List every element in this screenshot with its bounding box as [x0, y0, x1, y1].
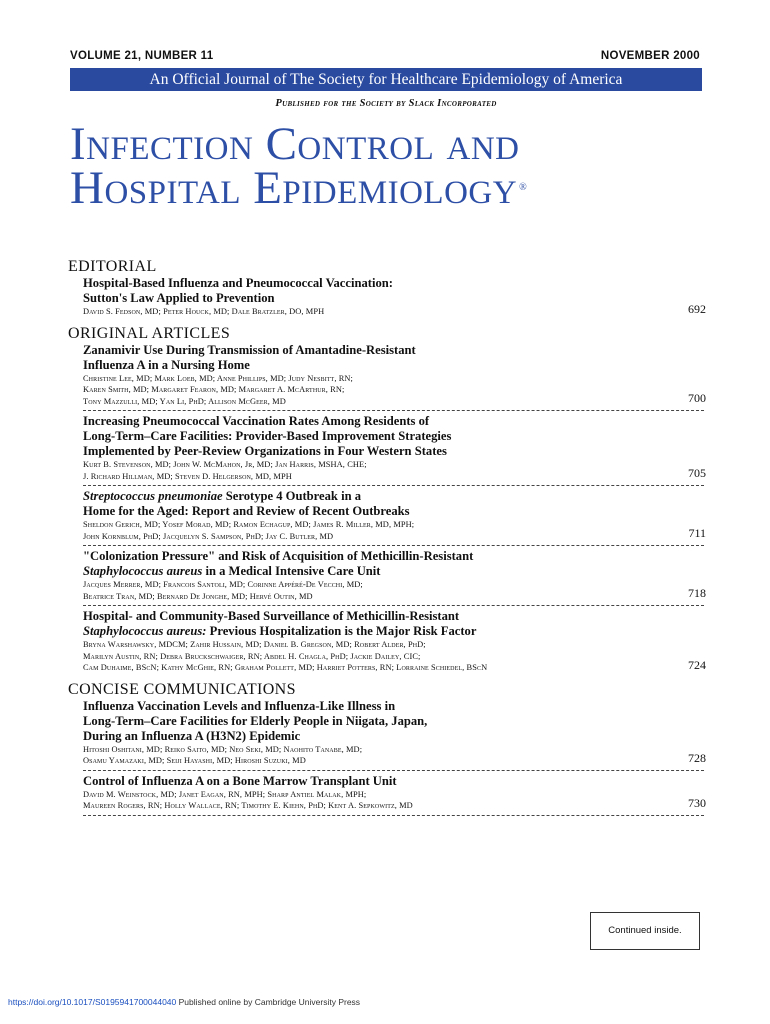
article-title: Control of Influenza A on a Bone Marrow Transplant Unit: [83, 773, 397, 788]
section-original-articles: [68, 324, 704, 677]
section-editorial: [68, 257, 704, 321]
article-authors: Hitoshi Oshitani, MD; Reiko Saito, MD; Neo Seki, MD; Naohito Tanabe, MD; Osamu Yamazaki, MD; Seiji Hayashi, MD; Hiroshi Suzuki, MD: [83, 744, 363, 765]
article-authors: David M. Weinstock, MD; Janet Eagan, RN, MPH; Sharp Antiel Malak, MPH; Maureen Rogers, RN; Holly Wallace, RN; Timothy E. Kiehn, PhD; Kent A. Sepkowitz, MD: [83, 789, 413, 810]
article-authors: Bryna Warshawsky, MDCM; Zahir Hussain, MD; Daniel B. Gregson, MD; Robert Alder, PhD; Marilyn Austin, RN; Debra Bruckschwaiger, RN; Abdel H. Chagla, PhD; Jackie Dailey, CIC; Cam Duhaime, BScN; Kathy McGhie, RN; Graham Pollett, MD; Harriet Potters, RN; Lorraine Schiedel, BScN: [83, 640, 488, 672]
species-name: Staphylococcus aureus:: [83, 624, 207, 638]
footer-line: [8, 997, 360, 1007]
doi-link[interactable]: https://doi.org/10.1017/S0195941700044040: [8, 997, 177, 1007]
page-number: 718: [688, 586, 706, 600]
issue-line: [70, 50, 700, 66]
article-title-rest: Previous Hospitalization is the Major Risk Factor: [206, 624, 477, 638]
article-title: Hospital-Based Influenza and Pneumococcal Vaccination: Sutton's Law Applied to Prevention: [83, 276, 393, 305]
society-banner: An Official Journal of The Society for Healthcare Epidemiology of America: [70, 68, 702, 91]
toc-entry[interactable]: [83, 489, 704, 546]
page-number: 711: [688, 526, 706, 540]
section-heading: ORIGINAL ARTICLES: [68, 324, 231, 342]
article-title: [83, 549, 664, 579]
page-number: 728: [688, 750, 706, 765]
article-authors: Christine Lee, MD; Mark Loeb, MD; Anne Phillips, MD; Judy Nesbitt, RN; Karen Smith, MD; Margaret Fearon, MD; Margaret A. McArthur, RN; Tony Mazzulli, MD; Yan Li, PhD; Allison McGeer, MD: [83, 373, 353, 406]
toc-entry[interactable]: [83, 774, 704, 816]
species-name: Streptococcus pneumoniae: [83, 489, 223, 503]
publisher-line: Published for the Society by Slack Incorporated: [275, 98, 497, 109]
issue-date: NOVEMBER 2000: [600, 50, 700, 62]
article-title-line-1: Hospital- and Community-Based Surveillance of Methicillin-Resistant: [83, 609, 460, 623]
article-authors: Kurt B. Stevenson, MD; John W. McMahon, Jr, MD; Jan Harris, MSHA, CHE; J. Richard Hillman, MD; Steven D. Helgerson, MD, MPH: [83, 460, 367, 481]
toc-entry[interactable]: [83, 276, 704, 321]
page-number: 705: [688, 466, 706, 480]
article-title: [83, 489, 664, 519]
article-title-line-1: "Colonization Pressure" and Risk of Acquisition of Methicillin-Resistant: [83, 549, 474, 563]
section-heading: CONCISE COMMUNICATIONS: [68, 680, 296, 698]
volume-number: VOLUME 21, NUMBER 11: [70, 50, 214, 62]
toc-entry[interactable]: [83, 699, 704, 771]
journal-title-line-2: Hospital Epidemiology ®: [70, 162, 528, 214]
article-title: Influenza Vaccination Levels and Influenza-Like Illness in Long-Term–Care Facilities for Elderly People in Niigata, Japan, During an Influenza A (H3N2) Epidemic: [83, 698, 428, 743]
article-title-rest: in a Medical Intensive Care Unit: [202, 564, 381, 578]
journal-title: [70, 118, 710, 214]
published-online-text: Published online by Cambridge University Press: [176, 997, 361, 1007]
page-number: 724: [688, 657, 706, 672]
continued-inside-box: Continued inside.: [590, 912, 700, 950]
article-authors: Jacques Merrer, MD; Francois Santoli, MD; Corinne Appéré-De Vecchi, MD; Beatrice Tran, MD; Bernard De Jonghe, MD; Hervé Outin, MD: [83, 580, 363, 601]
toc-entry[interactable]: [83, 343, 704, 412]
article-title: [83, 609, 664, 639]
trademark-symbol: ®: [519, 182, 528, 193]
toc-entry[interactable]: [83, 549, 704, 606]
section-concise-communications: [68, 680, 704, 816]
article-authors: David S. Fedson, MD; Peter Houck, MD; Dale Bratzler, DO, MPH: [83, 307, 325, 316]
article-authors: Sheldon Gerich, MD; Yosef Morad, MD; Ramon Echagup, MD; James R. Miller, MD, MPH; John Kornblum, PhD; Jacquelyn S. Sampson, PhD; Jay C. Butler, MD: [83, 520, 415, 541]
page-number: 692: [688, 301, 706, 316]
species-name: Staphylococcus aureus: [83, 564, 203, 578]
page-number: 730: [688, 795, 706, 810]
journal-title-line-1: Infection Control and: [70, 118, 520, 170]
article-title: Zanamivir Use During Transmission of Amantadine-Resistant Influenza A in a Nursing Home: [83, 342, 416, 372]
toc-entry[interactable]: [83, 609, 704, 677]
toc-entry[interactable]: [83, 414, 704, 486]
article-title: Increasing Pneumococcal Vaccination Rates Among Residents of Long-Term–Care Facilities: Provider-Based Improvement Strategies Implemented by Peer-Review Organizations in Four Western States: [83, 414, 452, 458]
page-number: 700: [688, 391, 706, 405]
article-title-rest: Serotype 4 Outbreak in a Home for the Aged: Report and Review of Recent Outbreaks: [83, 489, 410, 518]
table-of-contents: [68, 257, 704, 819]
section-heading: EDITORIAL: [68, 258, 157, 275]
